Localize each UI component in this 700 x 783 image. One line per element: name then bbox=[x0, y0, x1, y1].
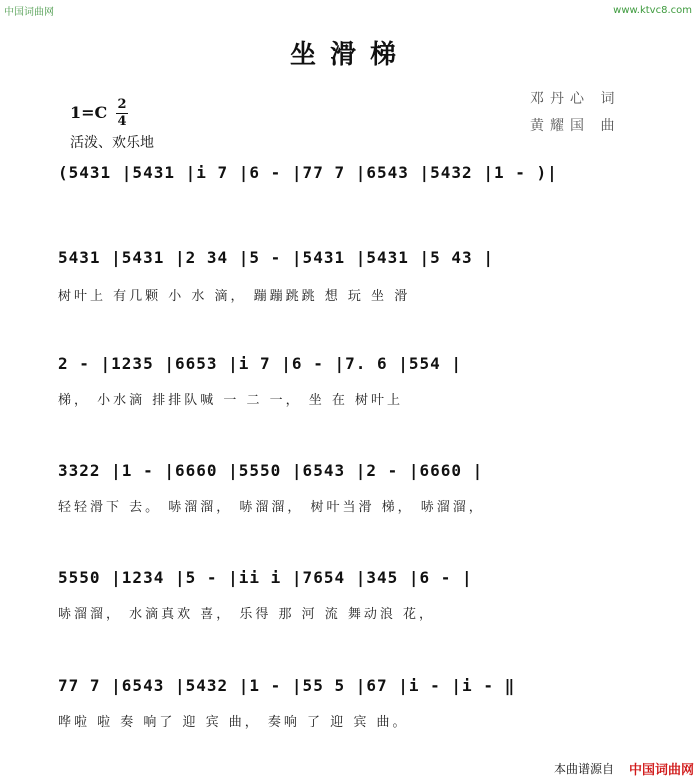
score-line-5-notes: 5550 |1234 |5 - |ii i |7654 |345 |6 - | bbox=[58, 568, 473, 587]
score-line-1-notes: (5431 |5431 |i 7 |6 - |77 7 |6543 |5432 |1 - )| bbox=[58, 163, 558, 182]
time-signature-top: 2 bbox=[117, 97, 127, 112]
time-signature-bottom: 4 bbox=[117, 114, 127, 129]
tempo-marking: 活泼、欢乐地 bbox=[70, 135, 154, 151]
lyricist-credit: 邓丹心 词 bbox=[530, 91, 621, 107]
watermark-right: www.ktvc8.com bbox=[613, 5, 692, 16]
score-line-2-lyrics: 树叶上 有几颗 小 水 滴， 蹦蹦跳跳 想 玩 坐 滑 bbox=[58, 289, 411, 304]
score-line-3-notes: 2 - |1235 |6653 |i 7 |6 - |7. 6 |554 | bbox=[58, 354, 463, 373]
song-title: 坐滑梯 bbox=[289, 40, 410, 70]
score-line-5-lyrics: 哧溜溜， 水滴真欢 喜， 乐得 那 河 流 舞动浪 花， bbox=[58, 607, 436, 622]
key-signature: 1=C bbox=[70, 103, 108, 122]
score-line-2-notes: 5431 |5431 |2 34 |5 - |5431 |5431 |5 43 | bbox=[58, 248, 494, 267]
watermark-left: 中国词曲网 bbox=[4, 7, 54, 18]
footer-source-text: 本曲谱源自 bbox=[553, 762, 614, 776]
score-line-3-lyrics: 梯， 小水滴 排排队喊 一 二 一， 坐 在 树叶上 bbox=[58, 393, 404, 408]
footer-site-logo: 中国词曲网 bbox=[628, 763, 694, 778]
time-signature bbox=[116, 98, 128, 129]
score-line-4-notes: 3322 |1 - |6660 |5550 |6543 |2 - |6660 | bbox=[58, 461, 484, 480]
score-line-6-lyrics: 哗啦 啦 奏 响了 迎 宾 曲， 奏响 了 迎 宾 曲。 bbox=[58, 715, 409, 730]
score-line-4-lyrics: 轻轻滑下 去。 哧溜溜， 哧溜溜， 树叶当滑 梯， 哧溜溜， bbox=[58, 500, 485, 515]
composer-credit: 黄耀国 曲 bbox=[530, 118, 621, 134]
score-line-6-notes: 77 7 |6543 |5432 |1 - |55 5 |67 |i - |i - ‖ bbox=[58, 676, 516, 695]
